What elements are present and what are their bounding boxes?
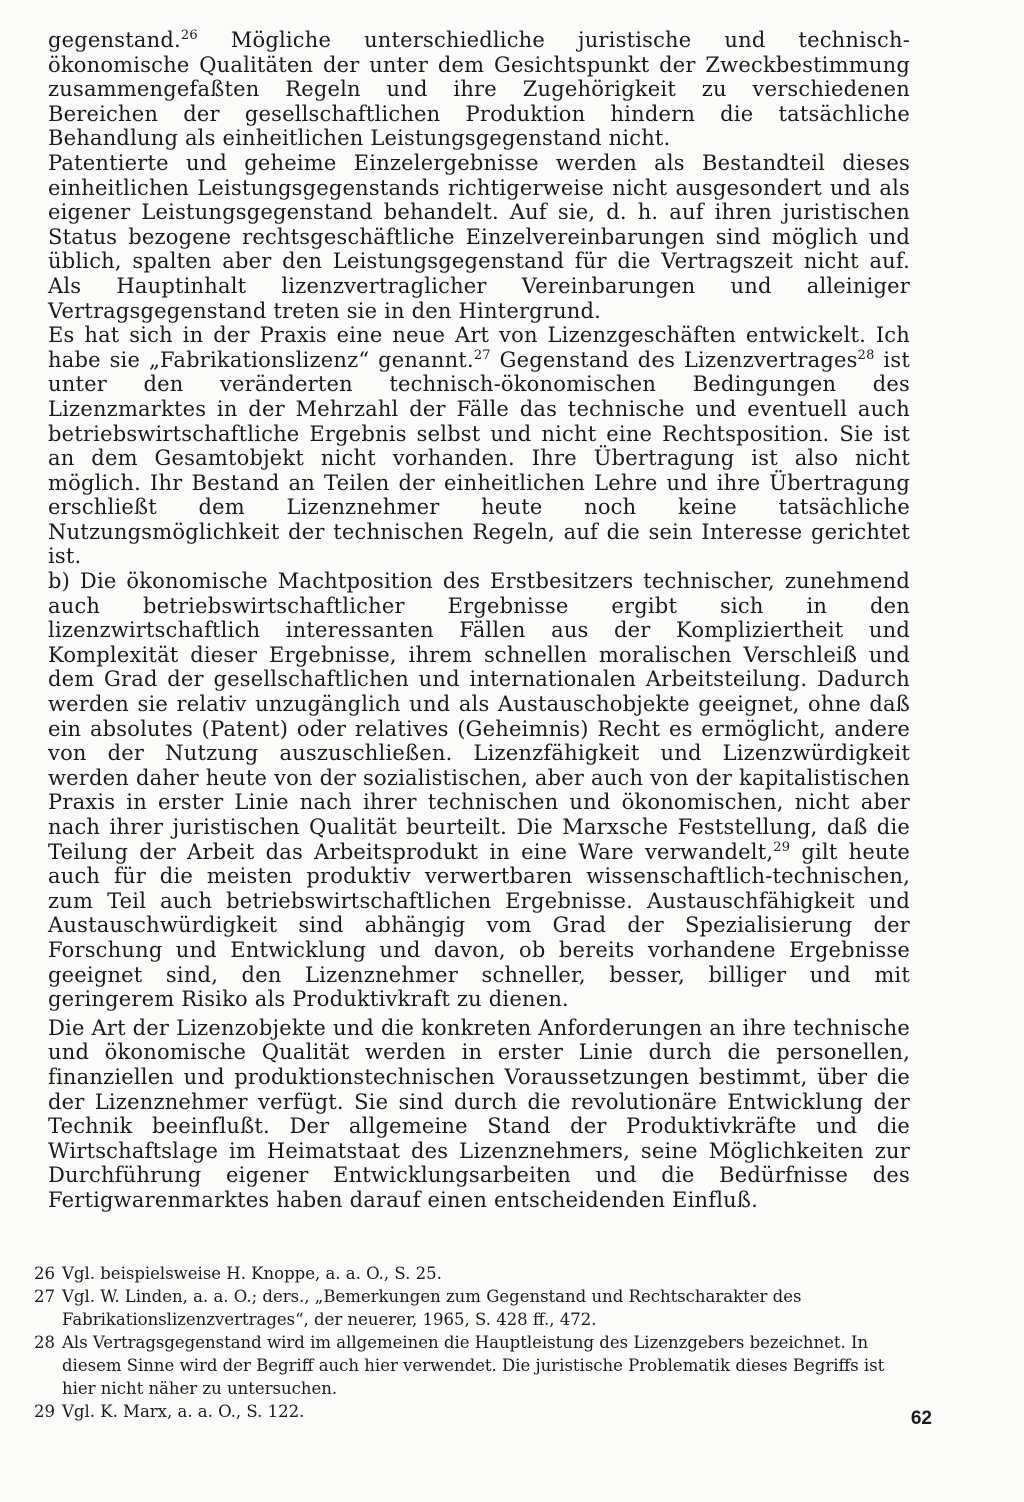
footnote-number: 27 <box>34 1287 55 1306</box>
paragraph <box>48 323 910 569</box>
footnote <box>34 1400 894 1423</box>
text-run: gilt heute auch für die meisten produktiv verwertbaren wissenschaftlich-technischen, zum Teil auch betriebswirtschaftlichen Ergebnisse. Austauschfähigkeit und Austauschwürdigkeit sind abhängig vom Grad der Spezialisierung der Forschung und Entwicklung und davon, ob bereits vorhandene Ergebnisse geeignet sind, den Lizenznehmer schneller, besser, billiger und mit geringerem Risiko als Produktivkraft zu dienen. <box>48 839 910 1012</box>
footnote-text: Vgl. W. Linden, a. a. O.; ders., „Bemerkungen zum Gegenstand und Rechtscharakter des Fabrikationslizenzvertrages“, der neuerer, 1965, S. 428 ff., 472. <box>62 1287 802 1329</box>
footnote <box>34 1285 894 1331</box>
footnote-number: 29 <box>34 1402 55 1421</box>
paragraph <box>48 28 910 151</box>
footnote-ref: 27 <box>473 347 491 363</box>
text-run: Mögliche unterschiedliche juristische und technisch-ökonomische Qualitäten der unter dem Gesichtspunkt der Zweckbestimmung zusammengefaßten Regeln und ihre Zugehörigkeit zu verschiedenen Bereichen der gesellschaftlichen Produktion hindern die tatsächliche Behandlung als einheitlichen Leistungsgegenstand nicht. <box>48 28 910 151</box>
footnotes <box>34 1262 894 1423</box>
footnote-text: Als Vertragsgegenstand wird im allgemeinen die Hauptleistung des Lizenzgebers bezeichnet. In diesem Sinne wird der Begriff auch hier verwendet. Die juristische Problematik dieses Begriffs ist hier nicht näher zu untersuchen. <box>62 1333 885 1398</box>
paragraph <box>48 569 910 1012</box>
text-run: b) Die ökonomische Machtposition des Erstbesitzers technischer, zunehmend auch betriebswirtschaftlicher Ergebnisse ergibt sich in den lizenzwirtschaftlich interessanten Fällen aus der Kompliziertheit und Komplexität dieser Ergebnisse, ihrem schnellen moralischen Verschleiß und dem Grad der gesellschaftlichen und internationalen Arbeitsteilung. Dadurch werden sie relativ unzugänglich und als Austauschobjekte geeignet, ohne daß ein absolutes (Patent) oder relatives (Geheimnis) Recht es ermöglicht, andere von der Nutzung auszuschließen. Lizenzfähigkeit und Lizenzwürdigkeit werden daher heute von der sozialistischen, aber auch von der kapitalistischen Praxis in erster Linie nach ihrer technischen und ökonomischen, nicht aber nach ihrer juristischen Qualität beurteilt. Die Marxsche Feststellung, daß die Teilung der Arbeit das Arbeitsprodukt in eine Ware verwandelt, <box>48 569 910 864</box>
page-number: 62 <box>910 1408 932 1429</box>
text-run: Es hat sich in der Praxis eine neue Art von Lizenzgeschäften entwickelt. Ich habe sie „Fabrikationslizenz“ genannt. <box>48 323 910 372</box>
text-run: Die Art der Lizenzobjekte und die konkreten Anforderungen an ihre technische und ökonomische Qualität werden in erster Linie durch die personellen, finanziellen und produktionstechnischen Voraussetzungen bestimmt, über die der Lizenznehmer verfügt. Sie sind durch die revolutionäre Entwicklung der Technik beeinflußt. Der allgemeine Stand der Produktivkräfte und die Wirtschaftslage im Heimatstaat des Lizenznehmers, seine Möglichkeiten zur Durchführung eigener Entwicklungsarbeiten und die Bedürfnisse des Fertigwarenmarktes haben darauf einen entscheidenden Einfluß. <box>48 1015 910 1212</box>
text-run: gegenstand. <box>48 28 181 52</box>
footnote-text: Vgl. beispielsweise H. Knoppe, a. a. O., S. 25. <box>62 1264 442 1283</box>
footnote-number: 26 <box>34 1264 55 1283</box>
footnote-text: Vgl. K. Marx, a. a. O., S. 122. <box>62 1402 305 1421</box>
paragraph <box>48 1016 910 1213</box>
text-run: ist unter den veränderten technisch-ökonomischen Bedingungen des Lizenzmarktes in der Mehrzahl der Fälle das technische und eventuell auch betriebswirtschaftliche Ergebnis selbst und nicht eine Rechtsposition. Sie ist an dem Gesamtobjekt nicht vorhanden. Ihre Übertragung ist also nicht möglich. Ihr Bestand an Teilen der einheitlichen Lehre und ihre Übertragung erschließt dem Lizenznehmer heute noch keine tatsächliche Nutzungsmöglichkeit der technischen Regeln, auf die sein Interesse gerichtet ist. <box>48 347 910 569</box>
footnote-ref: 28 <box>857 347 875 363</box>
footnote <box>34 1262 894 1285</box>
footnote <box>34 1331 894 1400</box>
footnote-number: 28 <box>34 1333 55 1352</box>
body-text <box>48 28 910 1213</box>
footnote-ref: 26 <box>180 28 198 43</box>
text-run: Patentierte und geheime Einzelergebnisse werden als Bestandteil dieses einheitlichen Leistungsgegenstands richtigerweise nicht ausgesondert und als eigener Leistungsgegenstand behandelt. Auf sie, d. h. auf ihren juristischen Status bezogene rechtsgeschäftliche Einzelvereinbarungen sind möglich und üblich, spalten aber den Leistungsgegenstand für die Vertragszeit nicht auf. Als Hauptinhalt lizenzvertraglicher Vereinbarungen und alleiniger Vertragsgegenstand treten sie in den Hintergrund. <box>48 150 910 323</box>
footnote-ref: 29 <box>773 839 791 855</box>
paragraph <box>48 151 910 323</box>
text-run: Gegenstand des Lizenzvertrages <box>490 347 858 372</box>
